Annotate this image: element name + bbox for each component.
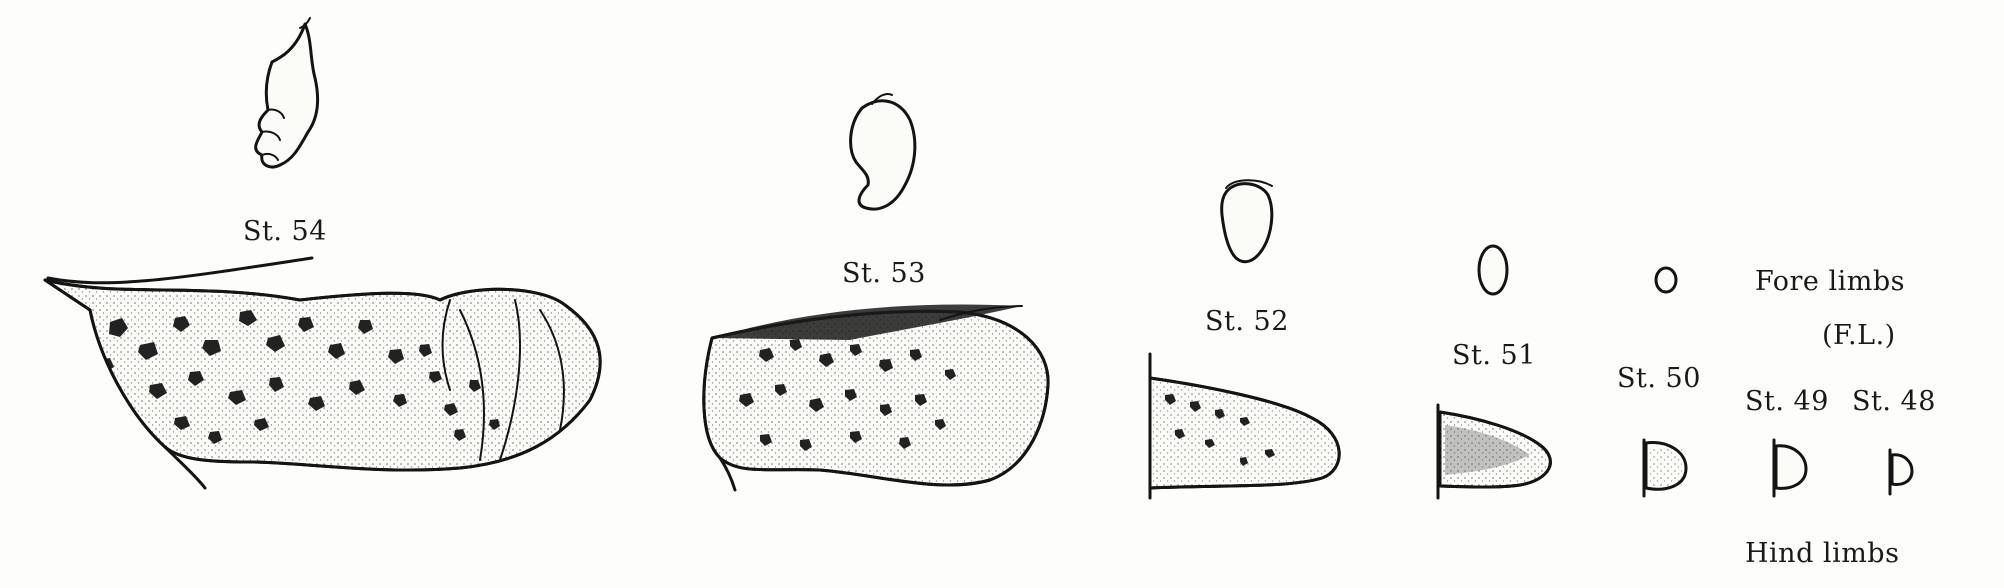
stage-label-st52: St. 52 (1205, 306, 1289, 337)
stage-label-st53: St. 53 (842, 258, 926, 289)
stage-label-st48: St. 48 (1852, 386, 1936, 417)
st50-hindlimb (1644, 440, 1686, 496)
legend-hind-limbs: Hind limbs (1745, 538, 1900, 569)
stage-label-st50: St. 50 (1617, 363, 1701, 394)
st51-hindlimb (1430, 405, 1570, 498)
st52-hindlimb (1140, 354, 1360, 500)
stage-label-st54: St. 54 (243, 216, 327, 247)
st54-forelimb (256, 18, 318, 167)
stage-label-st51: St. 51 (1452, 340, 1536, 371)
legend-fore-limbs-abbr: (F.L.) (1822, 320, 1896, 351)
st53-forelimb (851, 94, 915, 209)
stage-label-st49: St. 49 (1745, 386, 1829, 417)
st48-hindlimb (1890, 450, 1912, 494)
st51-forelimb (1479, 246, 1507, 294)
st54-hindlimb (40, 258, 620, 488)
st53-hindlimb (700, 300, 1060, 500)
st52-forelimb (1222, 180, 1272, 261)
st50-forelimb (1656, 268, 1676, 292)
legend-fore-limbs: Fore limbs (1755, 266, 1905, 297)
st49-hindlimb (1774, 440, 1806, 496)
